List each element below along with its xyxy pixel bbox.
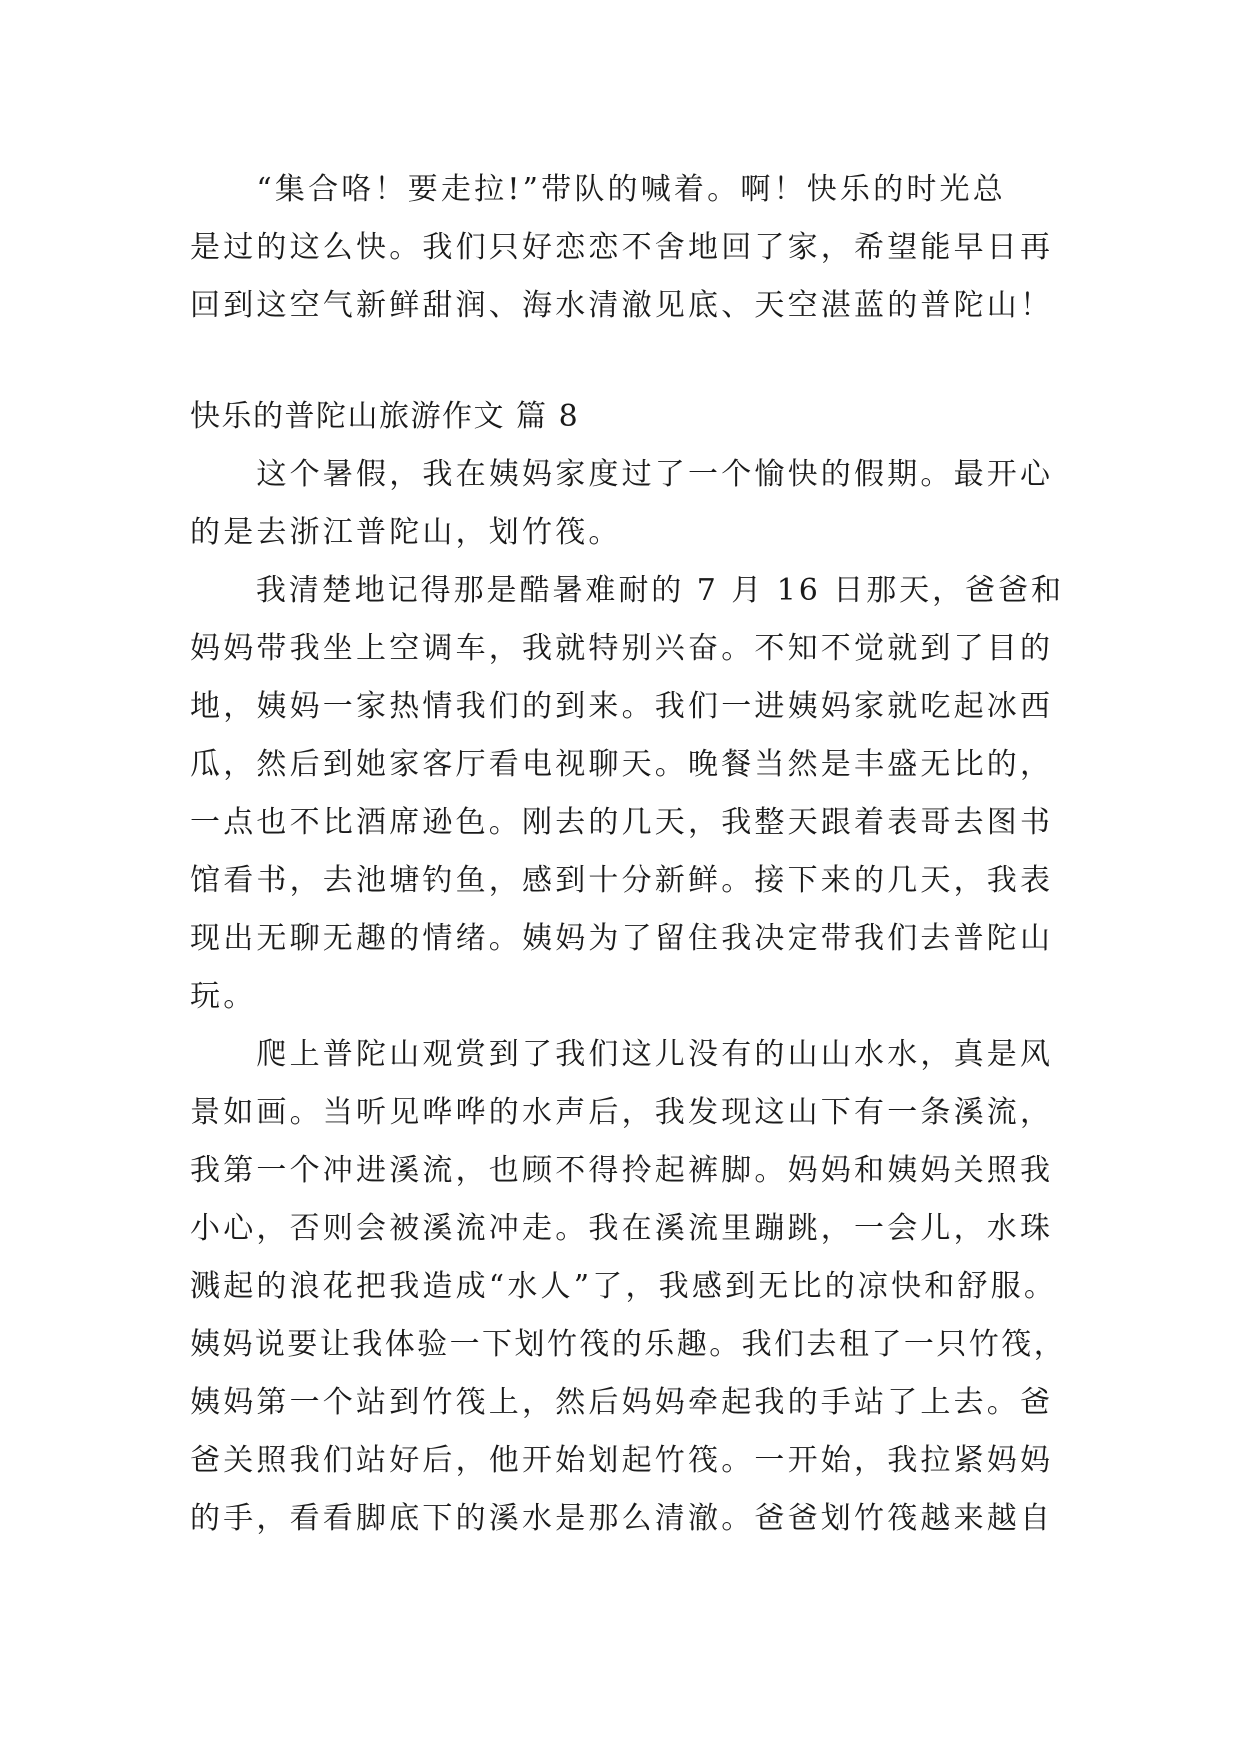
paragraph-line: 地，姨妈一家热情我们的到来。我们一进姨妈家就吃起冰西 [190,689,1054,724]
paragraph-line: “集合咯！要走拉!”带队的喊着。啊！快乐的时光总 [190,172,1006,207]
paragraph-line: 这个暑假，我在姨妈家度过了一个愉快的假期。最开心 [190,457,1054,492]
paragraph-line: 是过的这么快。我们只好恋恋不舍地回了家，希望能早日再 [190,230,1054,265]
paragraph-line: 溅起的浪花把我造成“水人”了，我感到无比的凉快和舒服。 [190,1269,1058,1304]
paragraph-line: 回到这空气新鲜甜润、海水清澈见底、天空湛蓝的普陀山！ [190,288,1054,323]
paragraph-line: 姨妈说要让我体验一下划竹筏的乐趣。我们去租了一只竹筏， [190,1327,1067,1362]
paragraph-line: 的手，看看脚底下的溪水是那么清澈。爸爸划竹筏越来越自 [190,1501,1054,1536]
paragraph-line: 的是去浙江普陀山，划竹筏。 [190,515,622,550]
paragraph-line: 我清楚地记得那是酷暑难耐的 7 月 16 日那天，爸爸和 [190,573,1064,608]
paragraph-line: 爸关照我们站好后，他开始划起竹筏。一开始，我拉紧妈妈 [190,1443,1054,1478]
paragraph-line: 景如画。当听见哗哗的水声后，我发现这山下有一条溪流， [190,1095,1054,1130]
paragraph-line: 妈妈带我坐上空调车，我就特别兴奋。不知不觉就到了目的 [190,631,1054,666]
paragraph-line: 一点也不比酒席逊色。刚去的几天，我整天跟着表哥去图书 [190,805,1054,840]
paragraph-line: 我第一个冲进溪流，也顾不得拎起裤脚。妈妈和姨妈关照我 [190,1153,1054,1188]
section-heading: 快乐的普陀山旅游作文 篇 8 [190,399,580,434]
paragraph-line: 爬上普陀山观赏到了我们这儿没有的山山水水，真是风 [190,1037,1054,1072]
paragraph-line: 姨妈第一个站到竹筏上，然后妈妈牵起我的手站了上去。爸 [190,1385,1054,1420]
paragraph-line: 馆看书，去池塘钓鱼，感到十分新鲜。接下来的几天，我表 [190,863,1054,898]
paragraph-line: 瓜，然后到她家客厅看电视聊天。晚餐当然是丰盛无比的， [190,747,1054,782]
paragraph-line: 玩。 [190,979,257,1014]
paragraph-line: 小心，否则会被溪流冲走。我在溪流里蹦跳，一会儿，水珠 [190,1211,1054,1246]
paragraph-line: 现出无聊无趣的情绪。姨妈为了留住我决定带我们去普陀山 [190,921,1054,956]
